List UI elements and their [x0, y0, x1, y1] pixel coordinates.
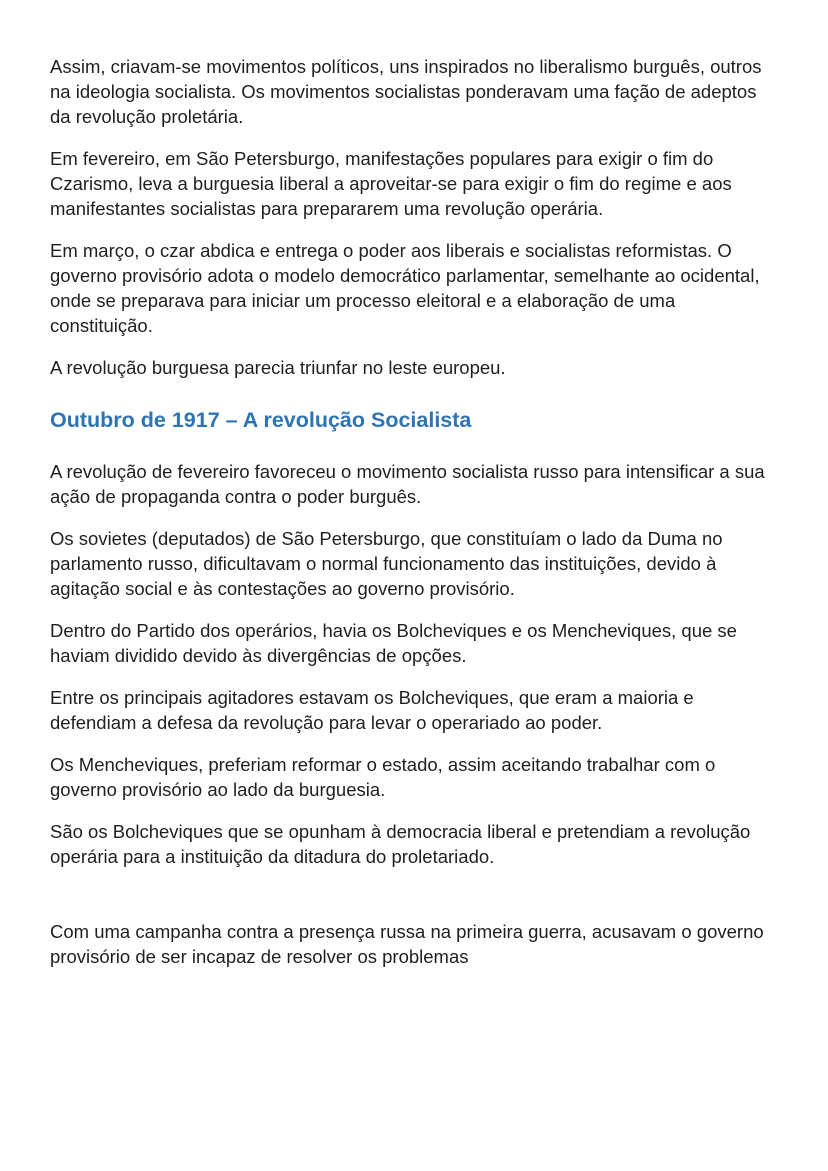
paragraph: Os Mencheviques, preferiam reformar o estado, assim aceitando trabalhar com o governo provisório ao lado da burguesia.: [50, 754, 716, 800]
paragraph: São os Bolcheviques que se opunham à democracia liberal e pretendiam a revolução operária para a instituição da ditadura do proletariado.: [50, 821, 751, 867]
paragraph: A revolução de fevereiro favoreceu o movimento socialista russo para intensificar a sua ação de propaganda contra o poder burguês.: [50, 461, 765, 507]
paragraph: Dentro do Partido dos operários, havia os Bolcheviques e os Mencheviques, que se haviam dividido devido às divergências de opções.: [50, 620, 737, 666]
paragraph: Os sovietes (deputados) de São Petersburgo, que constituíam o lado da Duma no parlamento russo, dificultavam o normal funcionamento das instituições, devido à agitação social e às contestações ao governo provisório.: [50, 528, 723, 599]
paragraph: Entre os principais agitadores estavam os Bolcheviques, que eram a maioria e defendiam a defesa da revolução para levar o operariado ao poder.: [50, 687, 694, 733]
paragraph: Em fevereiro, em São Petersburgo, manifestações populares para exigir o fim do Czarismo, leva a burguesia liberal a aproveitar-se para exigir o fim do regime e aos manifestantes socialistas para prepararem uma revolução operária.: [50, 148, 732, 219]
paragraph: Com uma campanha contra a presença russa na primeira guerra, acusavam o governo provisório de ser incapaz de resolver os problemas: [50, 921, 764, 967]
section-heading: Outubro de 1917 – A revolução Socialista: [50, 408, 472, 432]
paragraph: Assim, criavam-se movimentos políticos, uns inspirados no liberalismo burguês, outros na ideologia socialista. Os movimentos socialistas ponderavam uma fação de adeptos da revolução proletária.: [50, 56, 762, 127]
paragraph: Em março, o czar abdica e entrega o poder aos liberais e socialistas reformistas. O governo provisório adota o modelo democrático parlamentar, semelhante ao ocidental, onde se preparava para iniciar um processo eleitoral e a elaboração de uma constituição.: [50, 240, 760, 336]
paragraph: A revolução burguesa parecia triunfar no leste europeu.: [50, 357, 506, 378]
